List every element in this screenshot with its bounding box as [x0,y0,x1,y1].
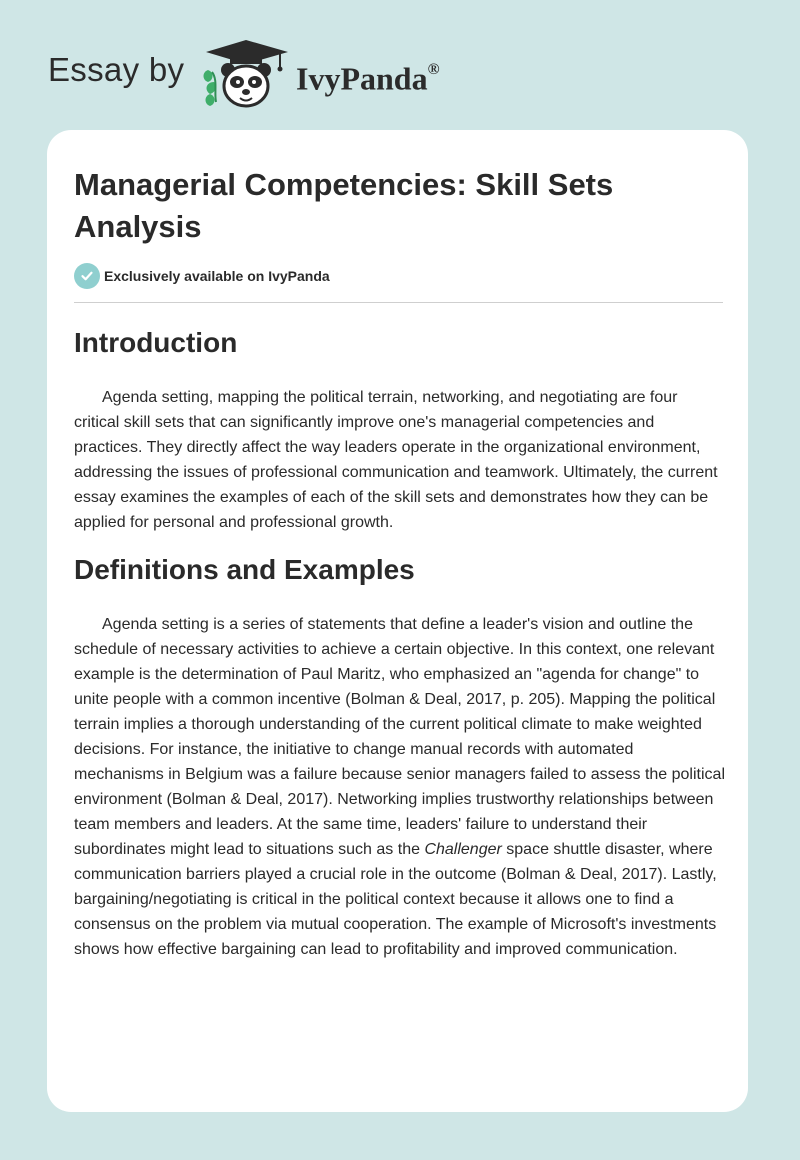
paragraph-italic-challenger: Challenger [424,841,502,858]
divider [74,302,723,303]
section-heading-definitions: Definitions and Examples [74,554,415,585]
exclusive-badge [74,263,330,289]
section-paragraph-introduction: Agenda setting, mapping the political terrain, networking, and negotiating are four critical skill sets that can significantly improve one's managerial competencies and practices. They directly affect the way leaders operate in the organizational environment, addressing the issues of professional communication and teamwork. Ultimately, the current essay examines the examples of each of the skill sets and demonstrates how they can be applied for personal and professional growth. [74,389,718,531]
panda-logo-icon[interactable] [200,36,292,110]
paragraph-text-part2: space shuttle disaster, where communication barriers played a crucial role in the outcome (Bolman & Deal, 2017). Lastly, bargaining/negotiating is critical in the political context because it allows one to find a consensus on the problem via mutual cooperation. The example of Microsoft's investments shows how effective bargaining can lead to profitability and improved communication. [74,841,717,958]
essay-by-label: Essay by [48,51,185,88]
checkmark-icon [74,263,100,289]
registered-mark: ® [427,61,440,78]
brand-name[interactable] [296,54,440,99]
brand-text: IvyPanda [296,60,428,97]
page-title: Managerial Competencies: Skill Sets Analysis [74,167,614,244]
paragraph-text-part1: Agenda setting is a series of statements that define a leader's vision and outline the schedule of necessary activities to achieve a certain objective. In this context, one relevant example is the determination of Paul Maritz, who emphasized an "agenda for change" to unite people with a common incentive (Bolman & Deal, 2017, p. 205). Mapping the political terrain implies a thorough understanding of the current political climate to make weighted decisions. For instance, the initiative to change manual records with automated mechanisms in Belgium was a failure because senior managers failed to assess the political environment (Bolman & Deal, 2017). Networking implies trustworthy relationships between team members and leaders. At the same time, leaders' failure to understand their subordinates might lead to situations such as the [74,616,725,858]
section-paragraph-definitions [74,612,726,962]
section-heading-introduction: Introduction [74,327,238,358]
article-card [47,130,748,1112]
badge-text: Exclusively available on IvyPanda [104,268,330,284]
site-header [0,0,800,120]
